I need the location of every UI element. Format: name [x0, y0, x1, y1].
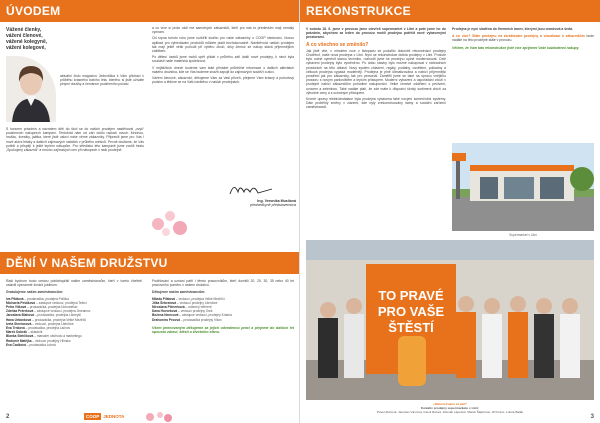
person-role: – zástupce vedoucí, prodejna Jimramov: [34, 309, 91, 314]
person-role: – vedoucí prodejny Litenčice: [176, 300, 218, 305]
paragraph: Vážení členové, zákazníci, děkujeme Vám za Vaši přízeň, přejeme Vám krásný a pohodový podzim a těšíme se na Vaši návštěvu v našich prodejnách.: [152, 76, 294, 85]
reconstruction-column-1: [306, 27, 446, 112]
signer-name: Ing. Veronika Musilová: [257, 199, 296, 203]
intro-paragraph-2: S koncem prázdnin a návratem dětí do škol se do našich prodejen nastěhoval „zvyk“ podzimních nákupních kampaní. Tentokrát nám od září došlo radostí ovoce. Mnohou, hrušku, švestky, jablka, které jistě osloví naše věrné zákazníky. Připravili jsme pro Vás i nové akční letáky a dalších zajímavých nabídek v průběhu měsíců. Pevně doufáme, že Vás potěší a přispějí k ještě lepším nákupům. Pro středisko této kampaně jsme zvolili heslo „Spokojený zákazník“ a mnoho zajímavých cen při nákupech v naší prodejně.: [6, 127, 144, 153]
store-photo: [452, 143, 594, 231]
person-name: Eva Trnková: [6, 326, 26, 331]
person-name: Zdeňka Peterková: [6, 309, 35, 314]
person-role: – skladník: [27, 330, 43, 335]
intro-paragraph: aktuální číslo magazínu Jednotička k Vám přichází v průběhu krásného babího léta, kterého si jistě užíváte plnými doušky a červánce podzimního počasí.: [60, 74, 144, 87]
person-role: – manažer obchodu a marketingu: [34, 334, 82, 339]
person-name: Dana Hovorková: [152, 309, 179, 314]
subheading: Gratulujeme našim zaměstnancům:: [6, 290, 64, 295]
person-role: – vedoucí, prodejna Litenčice: [32, 321, 74, 326]
group-photo-caption: [306, 402, 594, 414]
section-title-deni: DĚNÍ V NAŠEM DRUŽSTVU: [0, 252, 300, 274]
person-name: Milada Pilátová: [152, 296, 176, 301]
logo-coop: COOP: [86, 414, 100, 419]
person-role: – prodavačka Lubná: [26, 342, 56, 347]
svg-text:TO PRAVÉ: TO PRAVÉ: [378, 288, 444, 303]
paragraph: Podělování a uznání patří i těmto pracovníkům, kteří dovršili 20, 25, 30, 35 nebo 40 let pracovního poměru v našem družstvu.: [152, 279, 294, 288]
section-title-uvodem: ÚVODEM: [0, 0, 299, 22]
right-page: [300, 0, 600, 423]
person-role: – odborný referent: [185, 305, 212, 310]
svg-text:ŠTĚSTÍ: ŠTĚSTÍ: [388, 320, 434, 335]
person-name: Drahomíra Pecová: [152, 317, 181, 322]
person-role: – prodavačka, prodejna Litomyšl: [34, 313, 81, 318]
person-name: Jitka Šebestová: [152, 300, 177, 305]
greeting-line: Vážené členky,: [6, 27, 42, 33]
greeting-line: vážené kolegyně,: [6, 39, 48, 45]
person-name: Iva Pilátová: [6, 296, 25, 301]
paragraph: Kromě úpravy elektroinstalace byla prodejna vybavena také novými komerčními systémy. Dále proběhly změny v zázemí, kde byly zrekonstruovány šatny a sociální zařízení zaměstnanců.: [306, 97, 446, 110]
person-role: – prodavačka prodejny Vlkov: [180, 317, 222, 322]
person-role: – prodavačka, prodejna Polička: [24, 296, 69, 301]
caption-subtitle: Kolektiv prodejny supermarketu v Litni:: [420, 406, 480, 410]
author-portrait: [6, 56, 56, 122]
paragraph: a co více si proto váží me samotných zákazníků, kteří pro nás to především mají nemalý význam.: [152, 26, 294, 35]
footer-flowers-decoration: [140, 409, 180, 423]
person-role: – vedoucí prodejny Hlinsko: [32, 338, 71, 343]
person-name: Eva Čadková: [6, 342, 27, 347]
person-name: Iveta Sterčanová: [6, 321, 33, 326]
person-name: Hana Urbánková: [6, 317, 33, 322]
person-role: – vedoucí, prodejna Velké Meziříčí: [175, 296, 225, 301]
person-name: Jaroslava Blahová: [6, 313, 35, 318]
coop-logo: [84, 413, 124, 420]
paragraph-text: bude nadále na této prodejně stále v provozu.: [452, 34, 594, 43]
person-name: Blanka Stehlíková: [6, 334, 35, 339]
person-name: Miroslava Plénerková: [152, 305, 186, 310]
person-name: Radomír Matějka: [6, 338, 33, 343]
paragraph: [452, 34, 594, 42]
page-footer: [0, 409, 300, 423]
list-item: [6, 343, 142, 347]
lead-paragraph: V sobotu 18. 8. jsme v provozu jsme otevřeli supermarket v Litni a poté jsme ho do prázdnin, abychom za leden do provozu mohli prodejnu potěšit nově vybavenými prostorami.: [306, 27, 446, 40]
page-number: 3: [590, 414, 594, 420]
signature-name: [210, 199, 296, 208]
news-column-2: [152, 279, 294, 336]
reconstruction-column-2: [452, 27, 594, 52]
section-title-rekonstrukce: REKONSTRUKCE: [300, 0, 600, 22]
jubilee-list: [6, 297, 142, 347]
subheading: A co všechno se změnilo?: [306, 41, 369, 48]
thanks-list: [152, 297, 294, 322]
news-column-1: [6, 279, 142, 347]
greeting-line: vážení členové,: [6, 33, 43, 39]
paragraph: Rádi bychom touto cestou poblahopřáli našim zaměstnancům, kteří v tomto čtvrtletí oslavili významné životní jubileum.: [6, 279, 142, 288]
greeting: [6, 27, 86, 51]
intro-column-2: [152, 26, 294, 86]
svg-text:PRO VAŠE: PRO VAŠE: [377, 304, 445, 319]
closing-paragraph: Všem jmenovaným děkujeme za jejich odvedenou práci a přejeme do dalších let spoustu zdraví, štěstí a životního elánu.: [152, 325, 294, 335]
subheading: Děkujeme našim zaměstnancům:: [152, 290, 206, 295]
person-name: Marek Dobrák: [6, 330, 28, 335]
paragraph: Po dělení úseků jsme mohli opět přidat v průběhu září další nové prodejny, k nimž byla součástí naše mateřská společnost.: [152, 55, 294, 64]
closing-paragraph: Věříme, že Vám tato rekonstrukce jistě více zpříjemní Vaše každodenní nákupy.: [452, 45, 580, 50]
person-role: – prodavačka, prodejna Lačnov: [25, 326, 71, 331]
person-name: Božena Nemcová: [152, 313, 180, 318]
paragraph: Jak jistě víte, v minulém roce v listopadu se podařilo dokončit rekonstrukci prodejny Chotěboř, naše nová prodejna v Litni. Nyní se rekonstrukce dotkla prodejny v Litni. Protože bylo nutné vyměnit starou techniku, rozhodli jsme se prodejnu úplně modernizovat. Celé vybavení prodejny bylo vyměněno. Po dobu stavby bylo možné nakupovat v náhradních prostorách na této oblasti. Nový systém chlazení, regály, podlahy, osvětlení, pokladny a celková prodejna vypadá moderněji. Prodejna je plně klimatizována a nabízí příjemnější prostředí jak pro zákazníky, tak pro personál. Zaměřili jsme se také na úpravu vnějšího prostoru s novým parkovištěm a lepším přístupem. Moderní vybavení a uspořádání zboží v prodejně nabízí zákazníkům pohodlné nakupování. Velké čerstvé oddělení s pečivem, ovocem a zeleninou. Také nadále platí, že zde máte k dispozici široký sortiment zboží za výhodné ceny a s ochotným přístupem.: [306, 48, 446, 95]
flowers-decoration: [140, 200, 200, 244]
page-number: 2: [6, 414, 10, 420]
person-name: Michaela Pešáková: [6, 300, 36, 305]
person-role: – prodavačka, prodejna Novoměsto: [27, 305, 78, 310]
caption-title: „Rekonstrukce za pět!“: [432, 402, 468, 406]
person-role: – zástupce vedoucí, prodejna Telecí: [35, 300, 87, 305]
signature-image: [190, 180, 290, 198]
caption-names: Pavel Zichová, Jaroslav Vávrová, Kamil Rubeš, Zdeněk Lapeček, Marek Šlajbrová, Jiří Franc, Luboš Balák: [376, 410, 524, 414]
greeting-line: vážení kolegové,: [6, 45, 46, 51]
highlight-text: A co více? Stále prodejnu na zkrášlování prodejny a vizualizaci k zákazníkům: [452, 34, 585, 39]
person-role: – prodavačka, prodejna Velké Meziříčí: [32, 317, 87, 322]
person-role: – vedoucí prodejny Osík: [178, 309, 213, 314]
paragraph: Od srpna tohoto roku jsme rozšířili službu pro naše zákazníky o COOP sledování. Novou aplikaci pro vyhledávání produktů můžete platit bezhotovostně. Návštěvníci našich prodejen tak mají ještě větší pohodlí při výběru zboží, díky čemuž se nákup stává příjemnějším zážitkem.: [152, 36, 294, 54]
paragraph: V nejbližších dnech budeme vám také přinášet průběžné informace o dalších aktivitách našeho družstva, kde se Vás budeme snažit zapojit do zajímavých soutěží a akcí.: [152, 65, 294, 74]
store-photo-caption: Supermarket v Litni: [509, 233, 537, 237]
list-item: [152, 318, 294, 322]
paragraph: Prodejna je nyní sladěna do firemních barev, kterými jsou oranžová a šedá.: [452, 27, 573, 31]
signer-role: předsedkyně představenstva: [250, 203, 296, 208]
staff-group-photo: [306, 240, 594, 400]
person-role: – zástupce vedoucí, prodejny Krásná: [179, 313, 232, 318]
person-name: Petra Vítková: [6, 305, 28, 310]
logo-jednota: JEDNOTA: [103, 414, 125, 419]
